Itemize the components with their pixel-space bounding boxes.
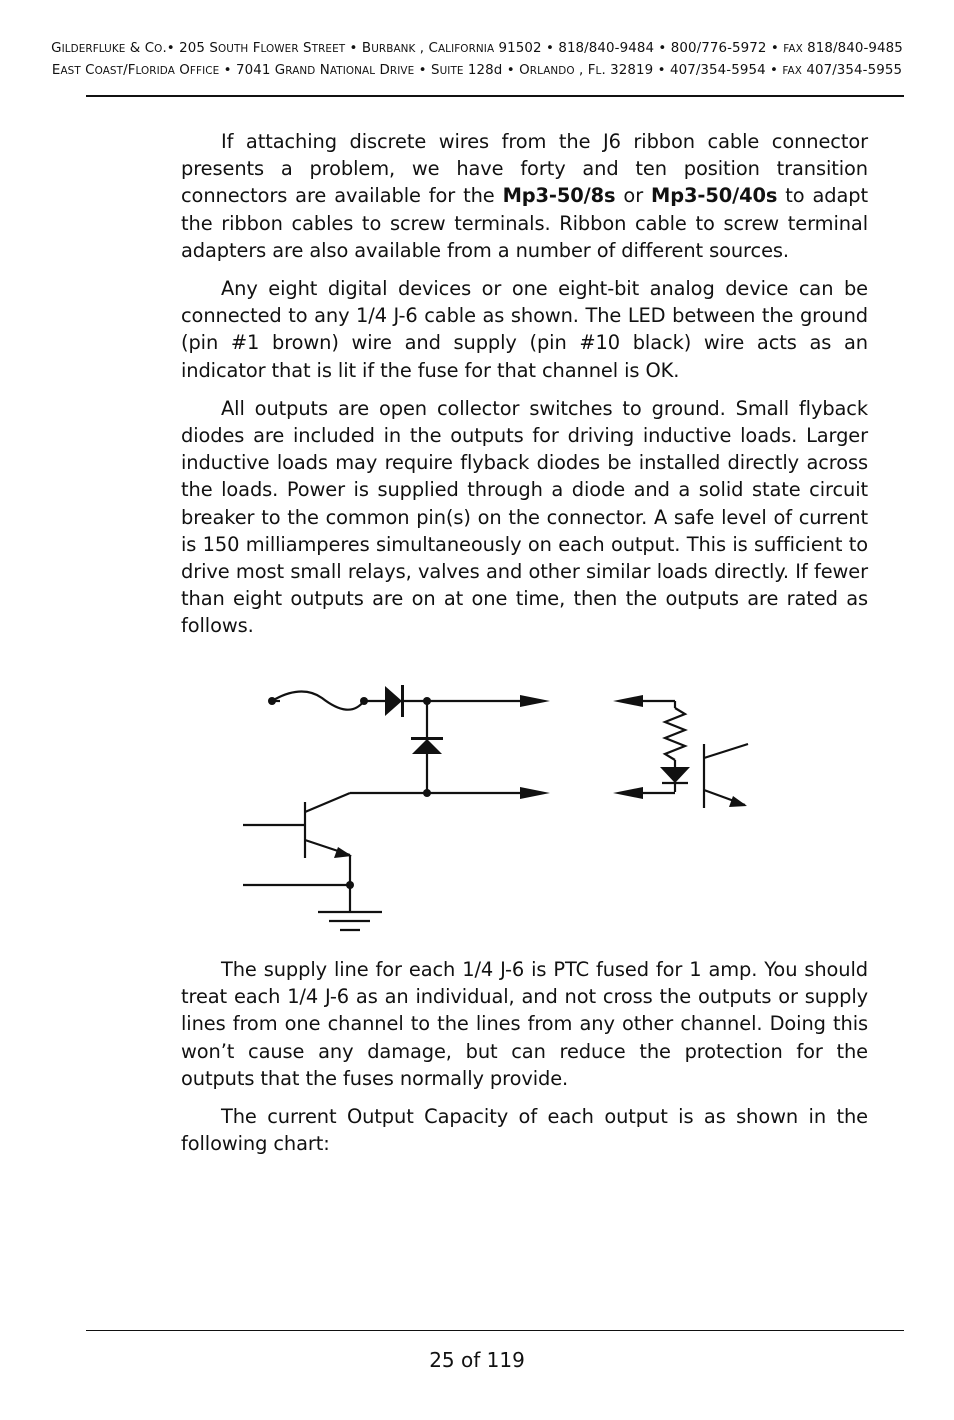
header-text-segment: O (174, 63, 190, 78)
header-text-segment: • B (345, 41, 372, 56)
header-text-segment: G (51, 41, 62, 56)
output-circuit-schematic (230, 680, 770, 940)
header-text-segment: OAST (94, 65, 124, 77)
header-text-segment: RIVE (389, 65, 415, 77)
led-diode (660, 767, 690, 783)
header-text-segment: • 7041 G (219, 63, 286, 78)
header-text-segment: AST (60, 65, 81, 77)
header-text-segment: RLANDO (529, 65, 575, 77)
product-mp3-50-40s: Mp3-50/40s (651, 184, 778, 208)
paragraph-2: Any eight digital devices or one eight-bit analog device can be connected to any 1/4 J-6 cable as shown. The LED between the ground (pin #1 brown) wire and supply (pin #10 black) wire acts as an indicator that is lit if the fuse for that channel is OK. (181, 277, 868, 382)
paragraph-1-part-c: or (615, 184, 652, 208)
supply-arrow-icon (520, 695, 550, 707)
header-text-segment: ALIFORNIA (437, 43, 495, 55)
led-out-arrow-icon (613, 787, 643, 799)
flyback-diode-bar (411, 737, 443, 740)
flyback-diode (412, 739, 442, 754)
node (268, 697, 276, 705)
header-text-segment: FFICE (189, 65, 220, 77)
phototransistor-arrow-icon (729, 796, 747, 807)
node (423, 697, 431, 705)
fuse-symbol (272, 692, 364, 710)
header-text-segment: 128d • O (463, 63, 530, 78)
header-text-segment: D (375, 63, 390, 78)
led-in-arrow-icon (613, 695, 643, 707)
header-text-segment: O (154, 43, 163, 55)
transistor-collector (305, 793, 350, 812)
header-text-segment: RAND (285, 65, 316, 77)
paragraph-4: The supply line for each 1/4 J-6 is PTC fused for 1 amp. You should treat each 1/4 J-6 as an individual, and not cross the outputs or supply lines from one channel to the lines from any other channel. Doing this won’t cause any damage, but can reduce the protection for the outputs that the fuses normally provide. (181, 958, 868, 1090)
header-text-segment: FAX (783, 43, 803, 55)
page-header (0, 38, 954, 82)
header-text-segment: 818/840-9485 (802, 41, 903, 56)
header-text-segment: N (315, 63, 330, 78)
output-arrow-icon (520, 787, 550, 799)
header-text-segment: ILDERFLUKE (61, 43, 126, 55)
header-line-2 (0, 60, 954, 82)
series-diode-bar (401, 685, 404, 717)
node (360, 697, 368, 705)
header-text-segment: & C (125, 41, 155, 56)
paragraph-1-part-d: to adapt the ribbon cables to screw terminals. Ribbon cable to screw terminal adapters are also available from a number of different sources. (181, 184, 868, 262)
header-text-segment: .• 205 S (162, 41, 218, 56)
header-text-segment: UITE (439, 65, 464, 77)
body-text-lower (181, 956, 868, 1157)
header-text-segment: OUTH (217, 43, 249, 55)
paragraph-3: All outputs are open collector switches to ground. Small flyback diodes are included in the outputs for driving inductive loads. Larger inductive loads may require flyback diodes be installed directly across the loads. Power is supplied through a diode and a solid state circuit breaker to the common pin(s) on the connector. A safe level of current is 150 milliamperes simultaneously on each output. This is sufficient to drive most small relays, valves and other similar loads directly. If fewer than eight outputs are on at one time, then the outputs are rated as follows. (181, 396, 868, 638)
header-text-segment: FAX (782, 65, 802, 77)
header-text-segment: LORIDA (135, 65, 175, 77)
header-text-segment: ATIONAL (329, 65, 376, 77)
phototransistor-collector (704, 744, 748, 758)
body-text (181, 128, 868, 640)
header-text-segment: , C (415, 41, 438, 56)
series-diode (385, 686, 402, 716)
header-text-segment: S (298, 41, 312, 56)
header-text-segment: E (51, 63, 61, 78)
header-text-segment: . 32819 • 407/354-5954 • (601, 63, 783, 78)
header-line-1 (0, 38, 954, 60)
header-text-segment: L (595, 65, 602, 77)
page-number: 25 of 119 (429, 1348, 525, 1372)
node (423, 789, 431, 797)
paragraph-5: The current Output Capacity of each output is as shown in the following chart: (181, 1105, 868, 1156)
resistor-symbol (665, 708, 685, 760)
header-text-segment: /F (123, 63, 136, 78)
paragraph-1 (181, 128, 868, 264)
header-text-segment: 91502 • 818/840-9484 • 800/776-5972 • (494, 41, 784, 56)
header-text-segment: • S (414, 63, 440, 78)
header-text-segment: , F (574, 63, 596, 78)
product-mp3-50-8s: Mp3-50/8s (502, 184, 616, 208)
paragraph-1-part-a: If attaching discrete wires from the J6 ribbon cable connector presents a problem, we have forty and ten position transition connectors are available for the (181, 130, 868, 208)
node (346, 881, 354, 889)
header-text-segment: LOWER (260, 43, 299, 55)
header-rule (86, 95, 904, 97)
footer-rule (86, 1330, 904, 1331)
header-text-segment: F (248, 41, 261, 56)
header-text-segment: C (80, 63, 95, 78)
header-text-segment: URBANK (371, 43, 416, 55)
header-text-segment: TREET (311, 43, 346, 55)
header-text-segment: 407/354-5955 (801, 63, 903, 78)
